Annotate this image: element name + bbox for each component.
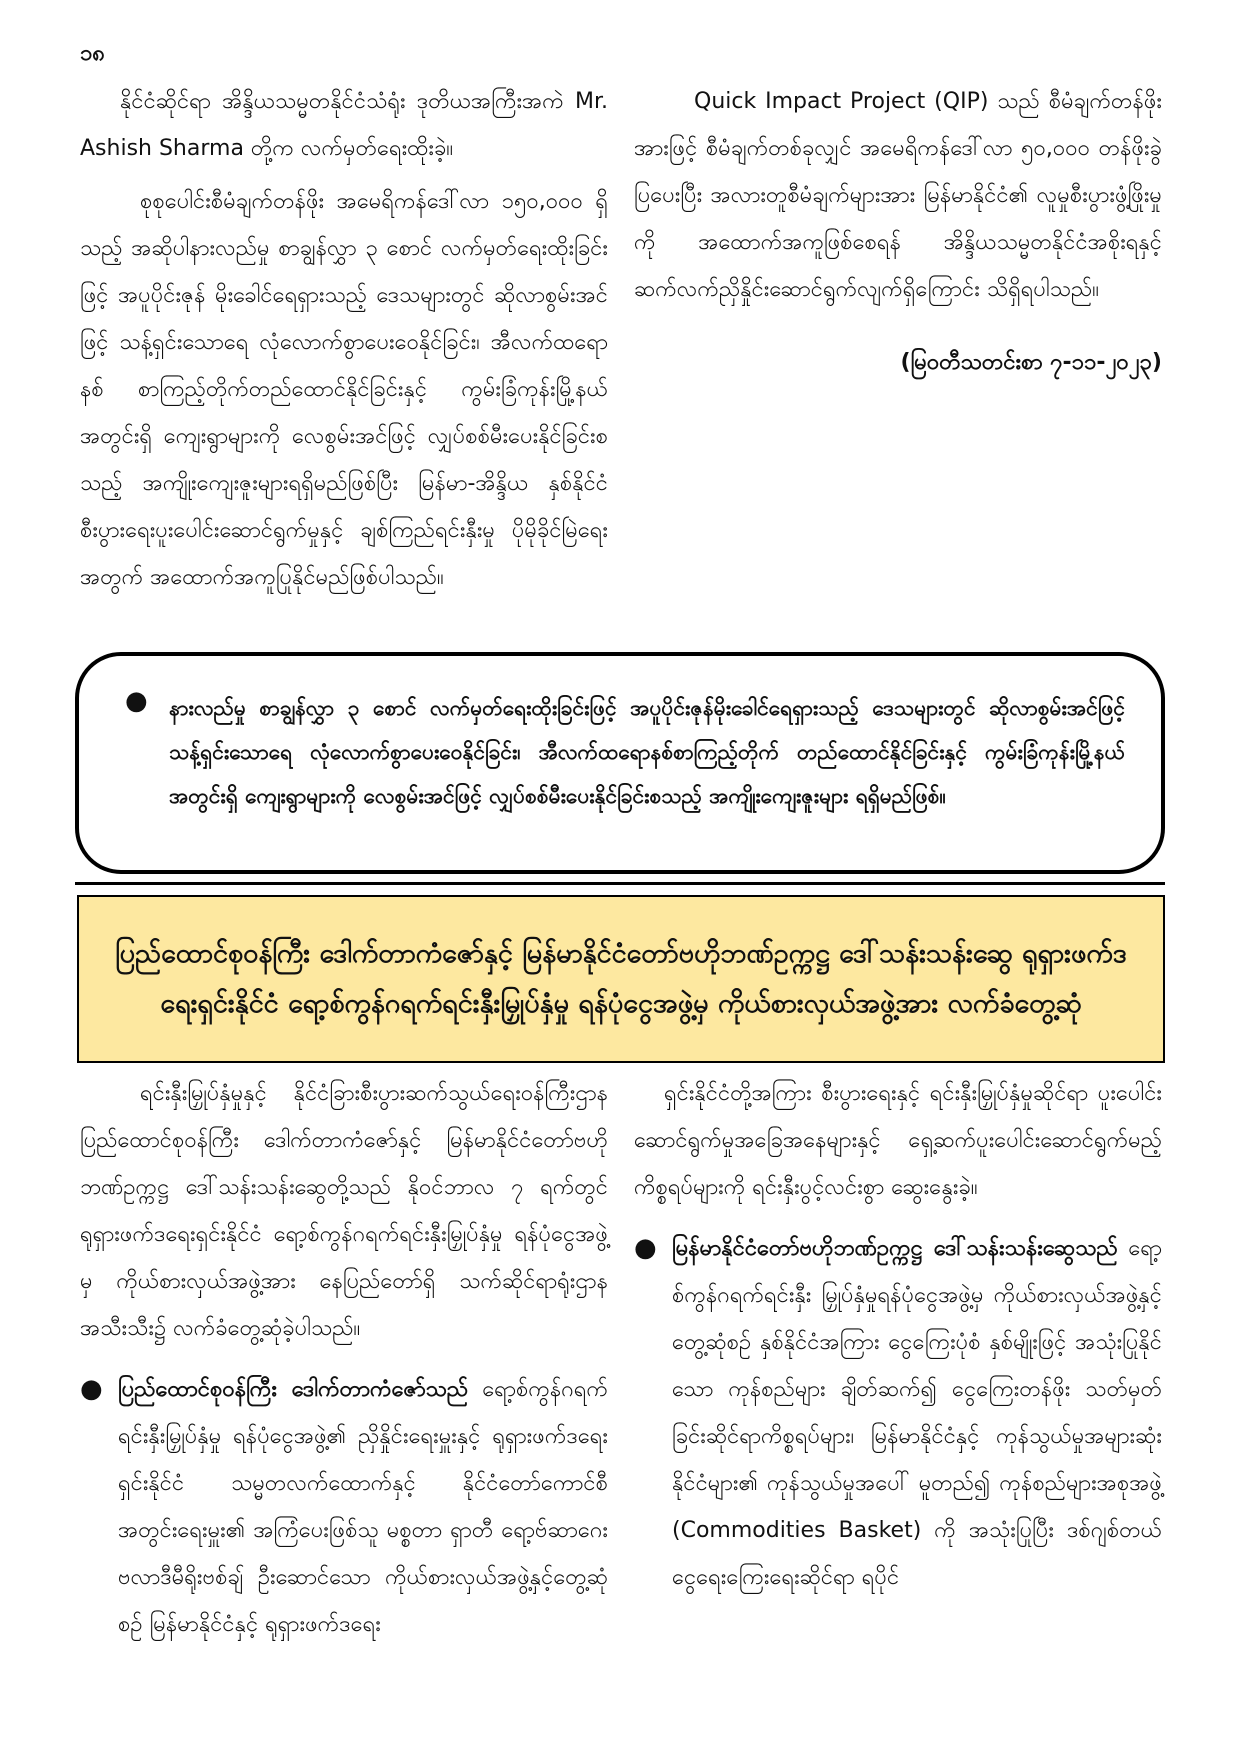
headline-banner	[77, 895, 1165, 1063]
paragraph: စုစုပေါင်းစီမံချက်တန်ဖိုး အမေရိကန်ဒေါ်လာ ၁၅၀,၀၀၀ ရှိသည့် အဆိုပါနားလည်မှု စာချွန်လွှာ ၃ စောင် လက်မှတ်ရေးထိုးခြင်းဖြင့် အပူပိုင်းဇုန် မိုးခေါင်ရေရှားသည့် ဒေသများတွင် ဆိုလာစွမ်းအင်ဖြင့် သန့်ရှင်းသောရေ လုံလောက်စွာပေးဝေနိုင်ခြင်း၊ အီလက်ထရောနစ် စာကြည့်တိုက်တည်ထောင်နိုင်ခြင်းနှင့် ကွမ်းခြံကုန်းမြို့နယ်အတွင်းရှိ ကျေးရွာများကို လေစွမ်းအင်ဖြင့် လျှပ်စစ်မီးပေးနိုင်ခြင်းစသည့် အကျိုးကျေးဇူးများရရှိမည်ဖြစ်ပြီး မြန်မာ-အိန္ဒိယ နှစ်နိုင်ငံ စီးပွားရေးပူးပေါင်းဆောင်ရွက်မှုနှင့် ချစ်ကြည်ရင်းနှီးမှု ပိုမိုခိုင်မြဲရေးအတွက် အထောက်အကူပြုနိုင်မည်ဖြစ်ပါသည်။	[80, 189, 608, 590]
bottom-left-column	[80, 1070, 608, 1648]
list-item	[634, 1225, 1162, 1601]
top-right-column	[634, 78, 1162, 392]
bullet-body: ရော့စ်ကွန်ဂရက်ရင်းနှီးမြှုပ်နှံမှု ရန်ပုံငွေအဖွဲ့၏ ညှိနှိုင်းရေးမှူးနှင့် ရုရှားဖက်ဒရေးရှင်းနိုင်ငံ သမ္မတလက်ထောက်နှင့် နိုင်ငံတော်ကောင်စီအတွင်းရေးမှူး၏ အကြံပေးဖြစ်သူ မစ္စတာ ရှာတီ ရော့ဗ်ဆာဂေး ဗလာဒီမီရိုးဗစ်ချ် ဦးဆောင်သော ကိုယ်စားလှယ်အဖွဲ့နှင့်တွေ့ဆုံစဉ် မြန်မာနိုင်ငံနှင့် ရုရှားဖက်ဒရေး	[118, 1377, 608, 1637]
paragraph: နိုင်ငံဆိုင်ရာ အိန္ဒိယသမ္မတနိုင်ငံသံရုံး ဒုတိယအကြီးအကဲ Mr. Ashish Sharma တို့က လက်မှတ်ရေးထိုးခဲ့။	[80, 89, 608, 161]
bottom-right-column	[634, 1070, 1162, 1601]
bullet-lead: မြန်မာနိုင်ငံတော်ဗဟိုဘဏ်ဥက္ကဋ္ဌ ဒေါ်သန်းသန်းဆွေသည်	[672, 1236, 1118, 1261]
divider	[75, 882, 1165, 885]
bullet-body: ရော့စ်ကွန်ဂရက်ရင်းနှီး မြှုပ်နှံမှုရန်ပုံငွေအဖွဲ့မှ ကိုယ်စားလှယ်အဖွဲ့နှင့် တွေ့ဆုံစဉ် နှစ်နိုင်ငံအကြား ငွေကြေးပုံစံ နှစ်မျိုးဖြင့် အသုံးပြုနိုင်သော ကုန်စည်များ ချိတ်ဆက်၍ ငွေကြေးတန်ဖိုး သတ်မှတ်ခြင်းဆိုင်ရာကိစ္စရပ်များ၊ မြန်မာနိုင်ငံနှင့် ကုန်သွယ်မှုအများဆုံးနိုင်ငံများ၏ ကုန်သွယ်မှုအပေါ် မူတည်၍ ကုန်စည်များအစုအဖွဲ့ (Commodities Basket) ကို အသုံးပြုပြီး ဒစ်ဂျစ်တယ်ငွေရေးကြေးရေးဆိုင်ရာ ရပိုင်	[672, 1236, 1162, 1590]
top-left-column	[80, 78, 608, 607]
paragraph: ရင်းနှီးမြှုပ်နှံမှုနှင့် နိုင်ငံခြားစီးပွားဆက်သွယ်ရေးဝန်ကြီးဌာန ပြည်ထောင်စုဝန်ကြီး ဒေါက်တာကံဇော်နှင့် မြန်မာနိုင်ငံတော်ဗဟိုဘဏ်ဥက္ကဋ္ဌ ဒေါ်သန်းသန်းဆွေတို့သည် နိုဝင်ဘာလ ၇ ရက်တွင် ရုရှားဖက်ဒရေးရှင်းနိုင်ငံ ရော့စ်ကွန်ဂရက်ရင်းနှီးမြှုပ်နှံမှု ရန်ပုံငွေအဖွဲ့မှ ကိုယ်စားလှယ်အဖွဲ့အား နေပြည်တော်ရှိ သက်ဆိုင်ရာရုံးဌာနအသီးသီး၌ လက်ခံတွေ့ဆုံခဲ့ပါသည်။	[80, 1081, 608, 1341]
bullet-icon: ●	[634, 1233, 657, 1263]
bullet-icon: ●	[125, 686, 148, 716]
headline-title: ပြည်ထောင်စုဝန်ကြီး ဒေါက်တာကံဇော်နှင့် မြန်မာနိုင်ငံတော်ဗဟိုဘဏ်ဥက္ကဋ္ဌ ဒေါ်သန်းသန်းဆွေ ရုရှားဖက်ဒရေးရှင်းနိုင်ငံ ရော့စ်ကွန်ဂရက်ရင်းနှီးမြှုပ်နှံမှု ရန်ပုံငွေအဖွဲ့မှ ကိုယ်စားလှယ်အဖွဲ့အား လက်ခံတွေ့ဆုံ	[115, 938, 1127, 1019]
source-citation: (မြဝတီသတင်းစာ ၇-၁၁-၂၀၂၃)	[900, 350, 1162, 375]
list-item	[80, 1366, 608, 1648]
callout-text: နားလည်မှု စာချွန်လွှာ ၃ စောင် လက်မှတ်ရေးထိုးခြင်းဖြင့် အပူပိုင်းဇုန်မိုးခေါင်ရေရှားသည့် ဒေသများတွင် ဆိုလာစွမ်းအင်ဖြင့် သန့်ရှင်းသောရေ လုံလောက်စွာပေးဝေနိုင်ခြင်း၊ အီလက်ထရောနစ်စာကြည့်တိုက် တည်ထောင်နိုင်ခြင်းနှင့် ကွမ်းခြံကုန်းမြို့နယ်အတွင်းရှိ ကျေးရွာများကို လေစွမ်းအင်ဖြင့် လျှပ်စစ်မီးပေးနိုင်ခြင်းစသည့် အကျိုးကျေးဇူးများ ရရှိမည်ဖြစ်။	[169, 696, 1125, 808]
callout-box	[75, 652, 1165, 874]
paragraph: ရှင်းနိုင်ငံတို့အကြား စီးပွားရေးနှင့် ရင်းနှီးမြှုပ်နှံမှုဆိုင်ရာ ပူးပေါင်းဆောင်ရွက်မှုအခြေအနေများနှင့် ရှေ့ဆက်ပူးပေါင်းဆောင်ရွက်မည့်ကိစ္စရပ်များကို ရင်းနှီးပွင့်လင်းစွာ ဆွေးနွေးခဲ့။	[634, 1081, 1162, 1200]
page-number: ၁၈	[80, 41, 105, 66]
bullet-icon: ●	[80, 1374, 103, 1404]
bullet-lead: ပြည်ထောင်စုဝန်ကြီး ဒေါက်တာကံဇော်သည်	[118, 1377, 469, 1402]
paragraph: Quick Impact Project (QIP) သည် စီမံချက်တန်ဖိုးအားဖြင့် စီမံချက်တစ်ခုလျှင် အမေရိကန်ဒေါ်လာ ၅၀,၀၀၀ တန်ဖိုးခွဲပြပေးပြီး အလားတူစီမံချက်များအား မြန်မာနိုင်ငံ၏ လူမှုစီးပွားဖွံ့ဖြိုးမှုကို အထောက်အကူဖြစ်စေရန် အိန္ဒိယသမ္မတနိုင်ငံအစိုးရနှင့် ဆက်လက်ညှိနှိုင်းဆောင်ရွက်လျက်ရှိကြောင်း သိရှိရပါသည်။	[634, 89, 1162, 302]
